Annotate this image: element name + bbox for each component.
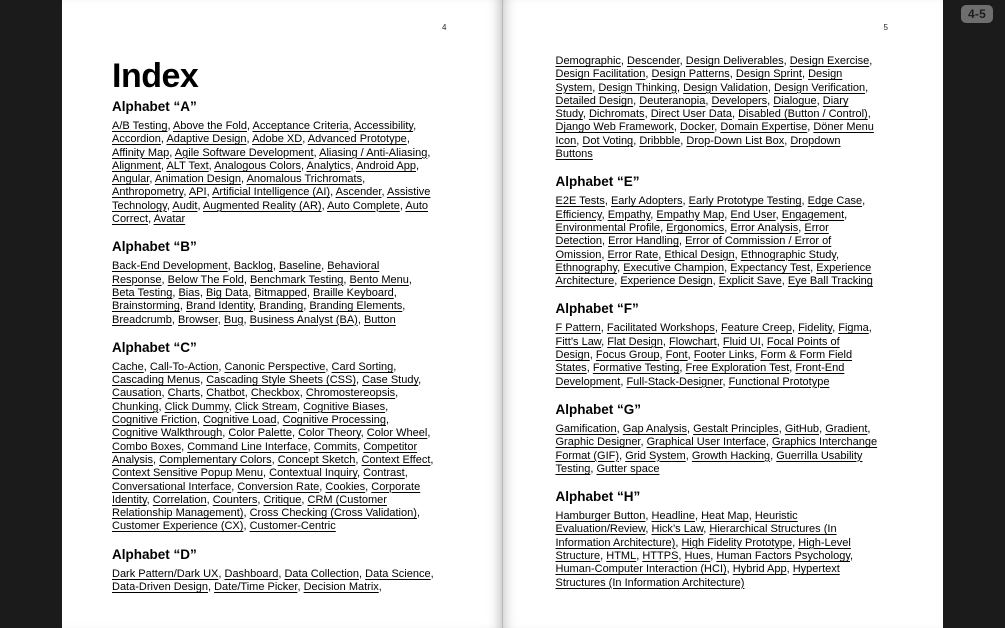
- index-term-link[interactable]: Design Sprint: [735, 68, 802, 81]
- index-term-link[interactable]: Auto Complete: [327, 199, 400, 212]
- index-term-link[interactable]: Color Wheel: [366, 427, 428, 440]
- index-term-link[interactable]: Ethical Design: [664, 248, 735, 261]
- index-term-link[interactable]: Button: [363, 313, 396, 326]
- index-term-link[interactable]: Design Patterns: [651, 68, 730, 81]
- index-term-link[interactable]: Beta Testing: [112, 286, 173, 299]
- page-right-content: [556, 55, 878, 594]
- index-term-link[interactable]: Accordion: [112, 133, 161, 146]
- index-term-link[interactable]: Anthropometry: [112, 186, 184, 199]
- index-term-link[interactable]: Chromostereopsis: [305, 387, 396, 400]
- index-term-link[interactable]: Footer Links: [693, 349, 755, 362]
- index-term-link[interactable]: Breadcrumb: [112, 313, 172, 326]
- index-term-link[interactable]: Below The Fold: [167, 273, 244, 286]
- index-term-link[interactable]: Descender: [627, 55, 680, 67]
- index-term-link[interactable]: Back-End Development: [112, 260, 228, 273]
- index-term-link[interactable]: Graphic Designer: [555, 436, 641, 449]
- index-term-link[interactable]: Empathy: [607, 208, 651, 221]
- page-number-left: 4: [442, 23, 447, 32]
- index-term-link[interactable]: Charts: [167, 387, 201, 400]
- index-term-link[interactable]: Context Effect: [361, 453, 431, 466]
- index-term-link[interactable]: Efficiency: [555, 208, 602, 221]
- index-term-list: A/B Testing, Above the Fold, Acceptance Criteria, Accessibility, Accordion, Adaptive Design, Adobe XD, Advanced Prototype, Affinity Map, Agile Software Development, Aliasing / Anti-Aliasing, Alignment, ALT Text, Analogous Colors, Analytics, Android App, Angular, Animation Design, Anomalous Trichromats, Anthropometry, API, Artificial Intelligence (AI), Ascender, Assistive Technology, Audit, Augmented Reality (AR), Auto Complete, Auto Correct, Avatar: [112, 120, 431, 226]
- index-term-link[interactable]: Döner Menu Icon: [555, 121, 874, 147]
- index-term-link[interactable]: Ethnographic Study: [740, 248, 836, 261]
- index-term-link[interactable]: Conversational Interface: [112, 480, 232, 493]
- index-term-link[interactable]: Domain Expertise: [720, 121, 808, 134]
- index-term-link[interactable]: Early Prototype Testing: [688, 195, 802, 208]
- index-term-link[interactable]: Focus Group: [595, 349, 660, 362]
- index-term-link[interactable]: Branding: [259, 300, 304, 313]
- index-term-link[interactable]: Data-Driven Design: [112, 581, 208, 594]
- index-term-link[interactable]: Bug: [223, 313, 244, 326]
- index-term-link[interactable]: Disabled (Button / Control): [738, 108, 868, 121]
- alphabet-heading: Alphabet “D”: [112, 546, 197, 562]
- index-term-link[interactable]: Corporate Identity: [112, 480, 421, 506]
- index-term-link[interactable]: Dropdown Buttons: [555, 134, 841, 161]
- index-term-link[interactable]: Hick’s Law: [651, 523, 704, 536]
- index-term-list: Dark Pattern/Dark UX, Dashboard, Data Collection, Data Science, Data-Driven Design, Date/Time Picker, Decision Matrix,: [112, 567, 434, 594]
- index-term-link[interactable]: Design Validation: [683, 81, 768, 94]
- index-term-link[interactable]: Gestalt Principles: [693, 422, 779, 435]
- index-term-link[interactable]: Brainstorming: [112, 300, 180, 313]
- index-term-link[interactable]: Design Deliverables: [685, 55, 784, 67]
- index-term-link[interactable]: Eye Ball Tracking: [787, 275, 873, 288]
- index-term-link[interactable]: Error Detection: [555, 221, 829, 248]
- index-term-link[interactable]: Big Data: [206, 286, 249, 299]
- index-term-link[interactable]: Browser: [178, 313, 218, 326]
- index-term-link[interactable]: Dark Pattern/Dark UX: [112, 567, 219, 580]
- index-term-link[interactable]: Alignment: [112, 159, 161, 172]
- index-term-link[interactable]: Brand Identity: [185, 300, 254, 313]
- index-term-link[interactable]: Customer Experience (CX): [112, 520, 244, 533]
- index-term-link[interactable]: Anomalous Trichromats: [246, 173, 363, 186]
- index-term-link[interactable]: Flat Design: [607, 335, 663, 348]
- index-term-link[interactable]: Acceptance Criteria: [252, 120, 349, 132]
- index-term-link[interactable]: Avatar: [153, 213, 186, 226]
- index-term-link[interactable]: Detailed Design: [555, 94, 634, 107]
- index-term-link[interactable]: Full-Stack-Designer: [626, 375, 723, 388]
- index-term-link[interactable]: Contrast: [363, 467, 405, 480]
- index-term-link[interactable]: Hues: [684, 550, 711, 563]
- index-term-list: F Pattern, Facilitated Workshops, Feature Creep, Fidelity, Figma, Fitt’s Law, Flat Design, Flowchart, Fluid UI, Focal Points of Design, Focus Group, Font, Footer Links, Form & Form Field States, Formative Testing, Free Exploration Test, Front-End Development, Full-Stack-Designer, Functional Prototype: [555, 322, 872, 388]
- left-sections: [112, 99, 434, 594]
- index-term-link[interactable]: Human-Computer Interaction (HCI): [555, 563, 727, 576]
- alphabet-heading: Alphabet “F”: [555, 301, 639, 317]
- index-term-link[interactable]: Ethnography: [555, 261, 618, 274]
- index-term-link[interactable]: Call-To-Action: [149, 360, 219, 373]
- index-term-link[interactable]: Competitor Analysis: [112, 440, 418, 466]
- index-term-link[interactable]: Baseline: [278, 260, 322, 273]
- index-term-link[interactable]: Heuristic Evaluation/Review: [555, 510, 798, 536]
- index-term-link[interactable]: Headline: [651, 510, 695, 523]
- index-term-link[interactable]: Design Facilitation: [555, 68, 646, 81]
- index-term-link[interactable]: Hypertext Structures (In Information Architecture): [555, 563, 840, 589]
- index-term-link[interactable]: Date/Time Picker: [214, 581, 298, 594]
- index-term-link[interactable]: Flowchart: [669, 335, 717, 348]
- index-term-list: Hamburger Button, Headline, Heat Map, Heuristic Evaluation/Review, Hick’s Law, Hierarchical Structures (In Information Architecture), High Fidelity Prototype, High-Level Structure, HTML, HTTPS, Hues, Human Factors Psychology, Human-Computer Interaction (HCI), Hybrid App, Hypertext Structures (In Information Architecture): [555, 510, 854, 589]
- index-term-link[interactable]: Cognitive Walkthrough: [112, 427, 223, 440]
- index-term-link[interactable]: A/B Testing: [112, 120, 168, 132]
- index-term-link[interactable]: Data Collection: [284, 567, 360, 580]
- index-term-link[interactable]: High Fidelity Prototype: [681, 536, 793, 549]
- index-term-link[interactable]: Cache: [112, 360, 144, 373]
- index-term-link[interactable]: Card Sorting: [331, 360, 394, 373]
- index-term-link[interactable]: Causation: [112, 387, 162, 400]
- index-term-link[interactable]: Figma: [838, 322, 869, 335]
- index-term-link[interactable]: Django Web Framework: [555, 121, 674, 134]
- index-term-link[interactable]: Behavioral Response: [112, 260, 380, 286]
- index-term-link[interactable]: Dribbble: [639, 134, 681, 147]
- index-term-link[interactable]: Graphics Interchange Format (GIF): [555, 436, 878, 462]
- index-term-link[interactable]: Adaptive Design: [166, 133, 247, 146]
- index-term-link[interactable]: Complementary Colors: [159, 453, 272, 466]
- index-term-list: Back-End Development, Backlog, Baseline, Behavioral Response, Below The Fold, Benchmark Testing, Bento Menu, Beta Testing, Bias, Big Data, Bitmapped, Braille Keyboard, Brainstorming, Brand Identity, Branding, Branding Elements, Breadcrumb, Browser, Bug, Business Analyst (BA), Button: [112, 260, 412, 326]
- index-term-link[interactable]: Animation Design: [154, 173, 242, 186]
- index-term-link[interactable]: Cognitive Load: [203, 414, 277, 427]
- index-term-link[interactable]: High-Level Structure: [555, 536, 851, 563]
- index-term-link[interactable]: Design Thinking: [598, 81, 677, 94]
- index-term-link[interactable]: ALT Text: [166, 159, 209, 172]
- index-term-link[interactable]: Aliasing / Anti-Aliasing: [319, 146, 428, 159]
- index-term-link[interactable]: Heat Map: [701, 510, 749, 523]
- index-term-list: Demographic, Descender, Design Deliverables, Design Exercise, Design Facilitation, Design Patterns, Design Sprint, Design System, Design Thinking, Design Validation, Design Verification, Detailed Design, Deuteranopia, Developers, Dialogue, Diary Study, Dichromats, Direct User Data, Disabled (Button / Control), Django Web Framework, Docker, Domain Expertise, Döner Menu Icon, Dot Voting, Dribbble, Drop-Down List Box, Dropdown Buttons: [555, 55, 874, 161]
- index-term-link[interactable]: Backlog: [233, 260, 273, 273]
- index-term-link[interactable]: Cognitive Processing: [282, 414, 386, 427]
- index-term-link[interactable]: Hamburger Button: [555, 510, 646, 523]
- index-term-link[interactable]: Font: [665, 349, 688, 362]
- index-term-link[interactable]: Graphical User Interface: [646, 436, 766, 449]
- alphabet-heading: Alphabet “A”: [112, 99, 197, 114]
- index-term-link[interactable]: Experience Architecture: [555, 261, 872, 288]
- index-term-link[interactable]: Braille Keyboard: [313, 286, 394, 299]
- index-term-link[interactable]: Bias: [178, 286, 200, 299]
- index-term-link[interactable]: Cross Checking (Cross Validation): [249, 507, 417, 520]
- index-term-link[interactable]: Fidelity: [798, 322, 833, 335]
- index-term-link[interactable]: Advanced Prototype: [307, 133, 407, 146]
- index-term-link[interactable]: Cascading Menus: [112, 374, 201, 387]
- index-term-link[interactable]: Design System: [555, 68, 843, 94]
- index-term-link[interactable]: API: [188, 186, 207, 199]
- index-term-link[interactable]: Dot Voting: [582, 134, 634, 147]
- index-term-link[interactable]: Free Exploration Test: [685, 362, 790, 375]
- index-term-link[interactable]: Front-End Development: [555, 362, 845, 388]
- index-term-link[interactable]: Early Adopters: [610, 195, 683, 208]
- index-term-link[interactable]: Growth Hacking: [691, 449, 771, 462]
- index-term-link[interactable]: Agile Software Development: [174, 146, 314, 159]
- index-title: Index: [112, 57, 199, 95]
- index-term-link[interactable]: Design Exercise: [789, 55, 870, 67]
- index-term-link[interactable]: Error Rate: [607, 248, 659, 261]
- index-term-link[interactable]: Contextual Inquiry: [269, 467, 358, 480]
- index-term-link[interactable]: Dialogue: [773, 94, 817, 107]
- index-term-link[interactable]: Dichromats: [588, 108, 645, 121]
- index-term-link[interactable]: Color Theory: [298, 427, 361, 440]
- alphabet-heading: Alphabet “G”: [555, 401, 642, 417]
- index-term-link[interactable]: Click Stream: [234, 400, 298, 413]
- index-term-link[interactable]: Environmental Profile: [555, 221, 661, 234]
- index-term-link[interactable]: End User: [730, 208, 776, 221]
- index-term-link[interactable]: Fitt’s Law: [555, 335, 602, 348]
- index-term-list: Cache, Call-To-Action, Canonic Perspective, Card Sorting, Cascading Menus, Cascading Style Sheets (CSS), Case Study, Causation, Charts, Chatbot, Checkbox, Chromostereopsis, Chunking, Click Dummy, Click Stream, Cognitive Biases, Cognitive Friction, Cognitive Load, Cognitive Processing, Cognitive Walkthrough, Color Palette, Color Theory, Color Wheel, Combo Boxes, Command Line Interface, Commits, Competitor Analysis, Complementary Colors, Concept Sketch, Context Effect, Context Sensitive Popup Menu, Contextual Inquiry, Contrast, Conversational Interface, Conversion Rate, Cookies, Corporate Identity, Correlation, Counters, Critique, CRM (Customer Relationship Management), Cross Checking (Cross Validation), Customer Experience (CX), Customer-Centric: [112, 360, 434, 533]
- index-term-link[interactable]: Feature Creep: [721, 322, 792, 335]
- index-term-link[interactable]: Gradient: [825, 422, 868, 435]
- index-term-link[interactable]: CRM (Customer Relationship Management): [112, 493, 387, 520]
- index-term-link[interactable]: Chunking: [112, 400, 159, 413]
- index-term-link[interactable]: Engagement: [781, 208, 845, 221]
- index-term-link[interactable]: Facilitated Workshops: [606, 322, 715, 335]
- index-term-link[interactable]: Developers: [711, 94, 768, 107]
- index-term-link[interactable]: Formative Testing: [592, 362, 680, 375]
- index-term-link[interactable]: Focal Points of Design: [555, 335, 840, 362]
- index-term-link[interactable]: Checkbox: [250, 387, 300, 400]
- index-term-link[interactable]: Decision Matrix: [303, 581, 379, 594]
- index-term-link[interactable]: Data Science: [365, 567, 431, 580]
- index-term-link[interactable]: Expectancy Test: [730, 261, 811, 274]
- index-term-link[interactable]: Guerrilla Usability Testing: [555, 449, 863, 475]
- index-term-list: E2E Tests, Early Adopters, Early Prototype Testing, Edge Case, Efficiency, Empathy, Empathy Map, End User, Engagement, Environmental Profile, Ergonomics, Error Analysis, Error Detection, Error Handling, Error of Commission / Error of Omission, Error Rate, Ethical Design, Ethnographic Study, Ethnography, Executive Champion, Expectancy Test, Experience Architecture, Experience Design, Explicit Save, Eye Ball Tracking: [555, 195, 873, 288]
- index-term-link[interactable]: E2E Tests: [555, 195, 605, 208]
- index-term-link[interactable]: Gamification: [555, 422, 617, 435]
- index-term-link[interactable]: Click Dummy: [164, 400, 229, 413]
- index-term-link[interactable]: Error Analysis: [730, 221, 799, 234]
- index-term-link[interactable]: Benchmark Testing: [250, 273, 344, 286]
- index-term-link[interactable]: Commits: [313, 440, 358, 453]
- index-term-link[interactable]: Edge Case: [807, 195, 863, 208]
- index-term-link[interactable]: Executive Champion: [623, 261, 725, 274]
- page-left: [62, 0, 503, 628]
- alphabet-heading: Alphabet “C”: [112, 339, 197, 355]
- index-term-link[interactable]: Case Study: [362, 374, 419, 387]
- index-term-link[interactable]: Error Handling: [608, 235, 680, 248]
- index-term-link[interactable]: Correlation: [152, 493, 207, 506]
- index-term-link[interactable]: Combo Boxes: [112, 440, 182, 453]
- index-term-link[interactable]: Above the Fold: [172, 120, 247, 132]
- index-term-link[interactable]: Conversion Rate: [237, 480, 320, 493]
- index-term-link[interactable]: Hierarchical Structures (In Information Architecture): [555, 523, 837, 549]
- index-term-link[interactable]: Business Analyst (BA): [249, 313, 358, 326]
- index-term-link[interactable]: Explicit Save: [718, 275, 782, 288]
- index-term-link[interactable]: Ergonomics: [666, 221, 725, 234]
- page-spread: [62, 0, 943, 628]
- alphabet-heading: Alphabet “B”: [112, 239, 197, 255]
- index-term-link[interactable]: Bitmapped: [254, 286, 307, 299]
- index-term-link[interactable]: Fluid UI: [722, 335, 761, 348]
- index-term-link[interactable]: HTTPS: [642, 550, 679, 563]
- index-term-link[interactable]: Deuteranopia: [639, 94, 706, 107]
- index-term-link[interactable]: Cognitive Biases: [303, 400, 386, 413]
- index-term-link[interactable]: Affinity Map: [112, 146, 170, 159]
- index-term-link[interactable]: Concept Sketch: [277, 453, 356, 466]
- index-term-link[interactable]: Color Palette: [228, 427, 292, 440]
- index-term-link[interactable]: Bento Menu: [349, 273, 409, 286]
- index-term-link[interactable]: Counters: [212, 493, 258, 506]
- index-term-link[interactable]: Critique: [263, 493, 302, 506]
- index-term-link[interactable]: Human Factors Psychology: [716, 550, 851, 563]
- index-term-link[interactable]: F Pattern: [555, 322, 601, 335]
- index-term-list: Gamification, Gap Analysis, Gestalt Principles, GitHub, Gradient, Graphic Designer, Graphical User Interface, Graphics Interchange Format (GIF), Grid System, Growth Hacking, Guerrilla Usability Testing, Gutter space: [555, 422, 878, 475]
- index-term-link[interactable]: Hybrid App: [732, 563, 787, 576]
- index-term-link[interactable]: Audit: [172, 199, 198, 212]
- page-right: [503, 0, 944, 628]
- index-term-link[interactable]: Angular: [112, 173, 150, 186]
- index-term-link[interactable]: Cookies: [325, 480, 366, 493]
- index-term-link[interactable]: Error of Commission / Error of Omission: [555, 235, 832, 261]
- index-term-link[interactable]: Auto Correct: [112, 199, 428, 226]
- index-term-link[interactable]: Empathy Map: [656, 208, 725, 221]
- index-term-link[interactable]: HTML: [606, 550, 637, 563]
- page-number-right: 5: [883, 23, 888, 32]
- index-term-link[interactable]: Docker: [680, 121, 715, 134]
- alphabet-heading: Alphabet “E”: [555, 174, 640, 190]
- index-term-link[interactable]: Artificial Intelligence (AI): [212, 186, 331, 199]
- index-term-link[interactable]: GitHub: [784, 422, 820, 435]
- index-term-link[interactable]: Drop-Down List Box: [686, 134, 785, 147]
- index-term-link[interactable]: Context Sensitive Popup Menu: [112, 467, 264, 480]
- index-term-link[interactable]: Cognitive Friction: [112, 414, 197, 427]
- index-term-link[interactable]: Direct User Data: [650, 108, 732, 121]
- index-term-link[interactable]: Assistive Technology: [112, 186, 431, 212]
- index-term-link[interactable]: Canonic Perspective: [224, 360, 326, 373]
- index-term-link[interactable]: Ascender: [335, 186, 382, 199]
- index-term-link[interactable]: Customer-Centric: [249, 520, 336, 533]
- index-term-link[interactable]: Analytics: [306, 159, 351, 172]
- index-term-link[interactable]: Augmented Reality (AR): [202, 199, 322, 212]
- index-term-link[interactable]: Gap Analysis: [622, 422, 687, 435]
- index-term-link[interactable]: Analogous Colors: [214, 159, 301, 172]
- index-term-link[interactable]: Functional Prototype: [728, 375, 830, 388]
- index-term-link[interactable]: Adobe XD: [252, 133, 303, 146]
- index-term-link[interactable]: Branding Elements: [309, 300, 403, 313]
- index-term-link[interactable]: Form & Form Field States: [555, 349, 853, 375]
- index-term-link[interactable]: Dashboard: [224, 567, 279, 580]
- page-left-content: [112, 58, 434, 598]
- page-indicator-badge: 4-5: [961, 5, 993, 23]
- right-sections: [556, 55, 878, 590]
- index-term-link[interactable]: Chatbot: [206, 387, 245, 400]
- index-term-link[interactable]: Accessibility: [354, 120, 414, 132]
- index-term-link[interactable]: Cascading Style Sheets (CSS): [206, 374, 356, 387]
- index-term-link[interactable]: Grid System: [625, 449, 686, 462]
- index-term-link[interactable]: Gutter space: [596, 462, 660, 475]
- index-term-link[interactable]: Demographic: [555, 55, 621, 67]
- index-term-link[interactable]: Design Verification: [774, 81, 866, 94]
- index-term-link[interactable]: Command Line Interface: [187, 440, 308, 453]
- index-term-link[interactable]: Android App: [356, 159, 416, 172]
- alphabet-heading: Alphabet “H”: [555, 489, 641, 505]
- index-term-link[interactable]: Diary Study: [555, 94, 849, 121]
- index-term-link[interactable]: Experience Design: [620, 275, 713, 288]
